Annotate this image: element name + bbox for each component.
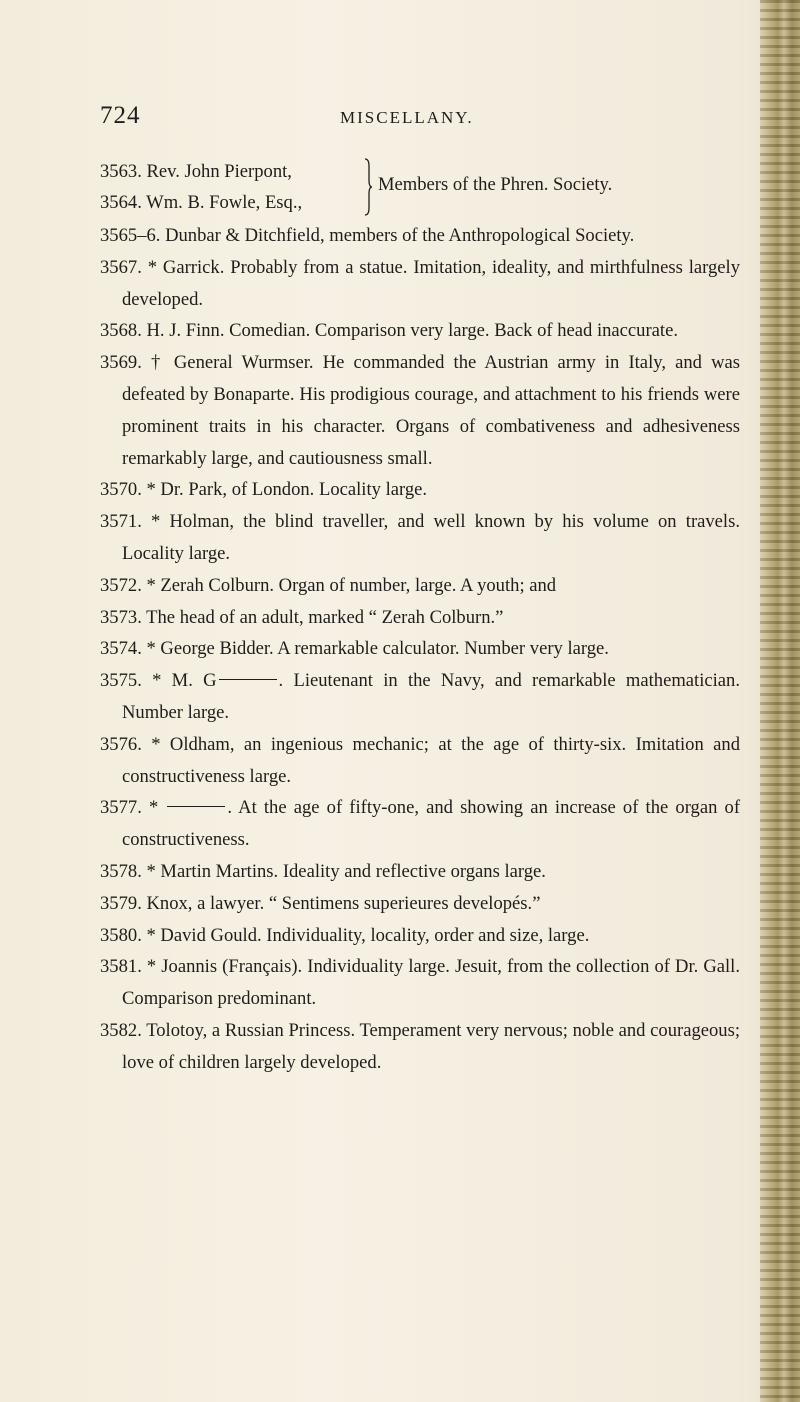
entry-3563: 3563. Rev. John Pierpont, [100, 161, 292, 182]
entry-item: 3578. * Martin Martins. Ideality and reflective organs large. [100, 860, 546, 882]
entry-item: 3569. † General Wurmser. He commanded the Austrian army in Italy, and was defeated by Bonaparte. His prodigious courage, and attachment to his friends were prominent traits in his character. Organs of combativeness and adhesiveness remarkably large, and cautiousness small. [100, 352, 740, 469]
entry-rest: . At the age of fifty-one, and showing an increase of the organ of constructiveness. [122, 797, 741, 851]
running-head: MISCELLANY. [340, 108, 474, 127]
entry-item: 3581. * Joannis (Français). Individuality large. Jesuit, from the collection of Dr. Gall. Comparison predominant. [100, 956, 740, 1010]
entry-item: 3568. H. J. Finn. Comedian. Comparison very large. Back of head inaccurate. [100, 320, 678, 342]
entry-item: 3582. Tolotoy, a Russian Princess. Temperament very nervous; noble and courageous; love of children largely developed. [100, 1019, 740, 1073]
entry-item [100, 792, 740, 856]
entry-3564: 3564. Wm. B. Fowle, Esq., [100, 192, 303, 213]
entry-item: 3570. * Dr. Park, of London. Locality large. [100, 479, 428, 501]
name-dash [167, 806, 225, 807]
entry-item: 3567. * Garrick. Probably from a statue. Imitation, ideality, and mirthfulness largely developed. [100, 256, 740, 310]
entry-item: 3572. * Zerah Colburn. Organ of number, large. A youth; and [100, 574, 557, 596]
entry-item: 3571. * Holman, the blind traveller, and well known by his volume on travels. Locality large. [100, 511, 740, 564]
entry-rest: . Lieutenant in the Navy, and remarkable mathematician. Number large. [122, 670, 741, 723]
entry-item: 3573. The head of an adult, marked “ Zerah Colburn.” [100, 606, 504, 628]
catalogue-entries [100, 156, 740, 1079]
entry-lead: 3575. * M. G [100, 670, 217, 692]
right-brace-icon [364, 158, 372, 216]
entry-item: 3580. * David Gould. Individuality, locality, order and size, large. [100, 924, 590, 946]
page-header [100, 100, 740, 140]
entry-item: 3576. * Oldham, an ingenious mechanic; at the age of thirty-six. Imitation and constructiveness large. [100, 733, 740, 787]
brace-shared-note: Members of the Phren. Society. [378, 174, 613, 195]
entry-item: 3574. * George Bidder. A remarkable calculator. Number very large. [100, 638, 609, 660]
entry-item: 3565–6. Dunbar & Ditchfield, members of the Anthropological Society. [100, 225, 635, 246]
page-number: 724 [100, 102, 141, 129]
bracketed-entries [100, 156, 740, 220]
name-dash [219, 679, 277, 680]
page-edge-binding [760, 0, 800, 1402]
entry-item [100, 665, 740, 729]
entry-lead: 3577. * [100, 797, 159, 819]
entry-item: 3579. Knox, a lawyer. “ Sentimens superieures developés.” [100, 892, 541, 914]
